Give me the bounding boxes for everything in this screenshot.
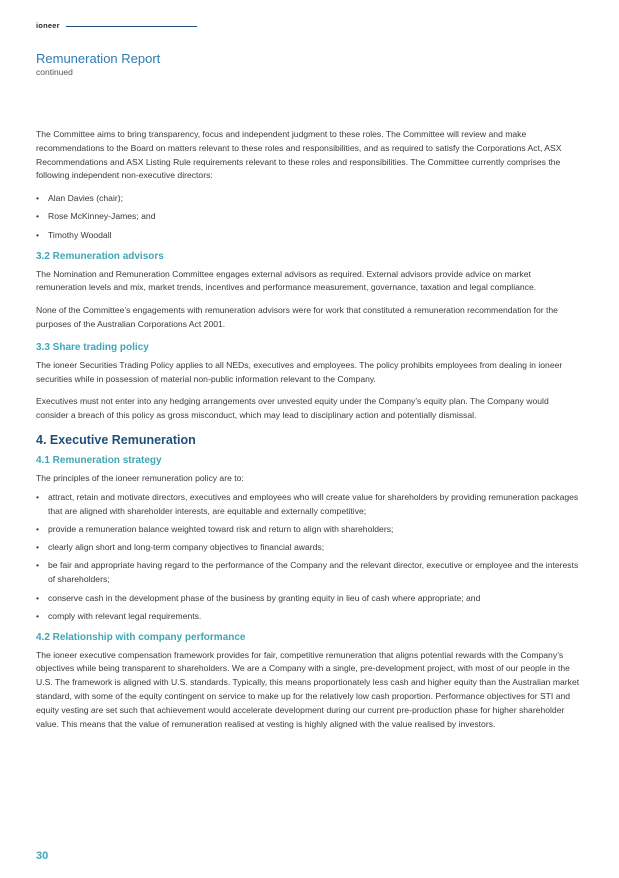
intro-paragraph: The Committee aims to bring transparency, focus and independent judgment to these roles. The Committee will review and make recommendations to the Board on matters relevant to these roles and responsibilities, and as required to satisfy the Corporations Act, ASX Recommendations and ASX Listing Rule requirements relevant to these roles and responsibilities. The Committee currently comprises the following independent non-executive directors: xyxy=(36,129,562,181)
principle-item: • comply with relevant legal requirements. xyxy=(36,610,581,624)
trading-paragraph-1: The ioneer Securities Trading Policy applies to all NEDs, executives and employees. The policy prohibits employees from dealing in ioneer securities while in possession of material non-public information relevant to the Company. xyxy=(36,359,563,384)
report-title: Remuneration Report xyxy=(36,51,161,66)
header-rule xyxy=(66,26,197,27)
principle-item: • attract, retain and motivate directors, executives and employees who will create value for shareholders by providing remuneration packages that are aligned with shareholder interests, are equitable and externally competitive; xyxy=(36,491,581,519)
page-number: 30 xyxy=(36,850,49,862)
advisors-paragraph-1: The Nomination and Remuneration Committee engages external advisors as required. External advisors provide advice on market remuneration levels and mix, market trends, incentives and performance measurement, governance, taxation and legal compliance. xyxy=(36,268,537,293)
principles-list xyxy=(36,491,581,624)
director-item: • Timothy Woodall xyxy=(36,229,581,243)
main-content xyxy=(36,128,581,740)
performance-paragraph: The ioneer executive compensation framework provides for fair, competitive remuneration that aligns potential rewards with the Company’s objectives while being transparent to shareholders. We are a Company with a single, pre-development project, with most of our people in the U.S. The framework is aligned with U.S. standards. Typically, this means proportionately less cash and higher equity than the Australian market standard, with some of the equity contingent on service to make up for the relatively low cash proportion. Performance objectives for STI and equity vesting are set such that achievement would accelerate development during our current pre-production phase for higher shareholder value. This means that the value of remuneration realised at vesting is highly aligned with the value realised by investors. xyxy=(36,649,580,729)
strategy-intro: The principles of the ioneer remuneration policy are to: xyxy=(36,472,244,483)
heading-executive-remuneration: 4. Executive Remuneration xyxy=(36,432,196,447)
trading-paragraph-2: Executives must not enter into any hedging arrangements over unvested equity under the Company’s equity plan. The Company would consider a breach of this policy as gross misconduct, which may lead to disciplinary action and potentially dismissal. xyxy=(36,396,549,421)
advisors-paragraph-2: None of the Committee’s engagements with remuneration advisors were for work that constituted a remuneration recommendation for the purposes of the Australian Corporations Act 2001. xyxy=(36,305,558,329)
principle-item: • clearly align short and long-term company objectives to financial awards; xyxy=(36,541,581,555)
principle-item: • provide a remuneration balance weighted toward risk and return to align with shareholders; xyxy=(36,523,581,537)
heading-remuneration-strategy: 4.1 Remuneration strategy xyxy=(36,454,162,466)
brand-name: ioneer xyxy=(36,21,60,30)
heading-remuneration-advisors: 3.2 Remuneration advisors xyxy=(36,250,164,262)
director-item: • Rose McKinney-James; and xyxy=(36,210,581,224)
director-list xyxy=(36,192,581,242)
director-item: • Alan Davies (chair); xyxy=(36,192,581,206)
heading-share-trading-policy: 3.3 Share trading policy xyxy=(36,341,149,353)
report-subtitle: continued xyxy=(36,67,73,77)
heading-company-performance: 4.2 Relationship with company performance xyxy=(36,631,246,643)
principle-item: • conserve cash in the development phase of the business by granting equity in lieu of cash where appropriate; and xyxy=(36,592,581,606)
principle-item: • be fair and appropriate having regard to the performance of the Company and the relevant director, executive or employee and the interests of shareholders; xyxy=(36,559,581,587)
